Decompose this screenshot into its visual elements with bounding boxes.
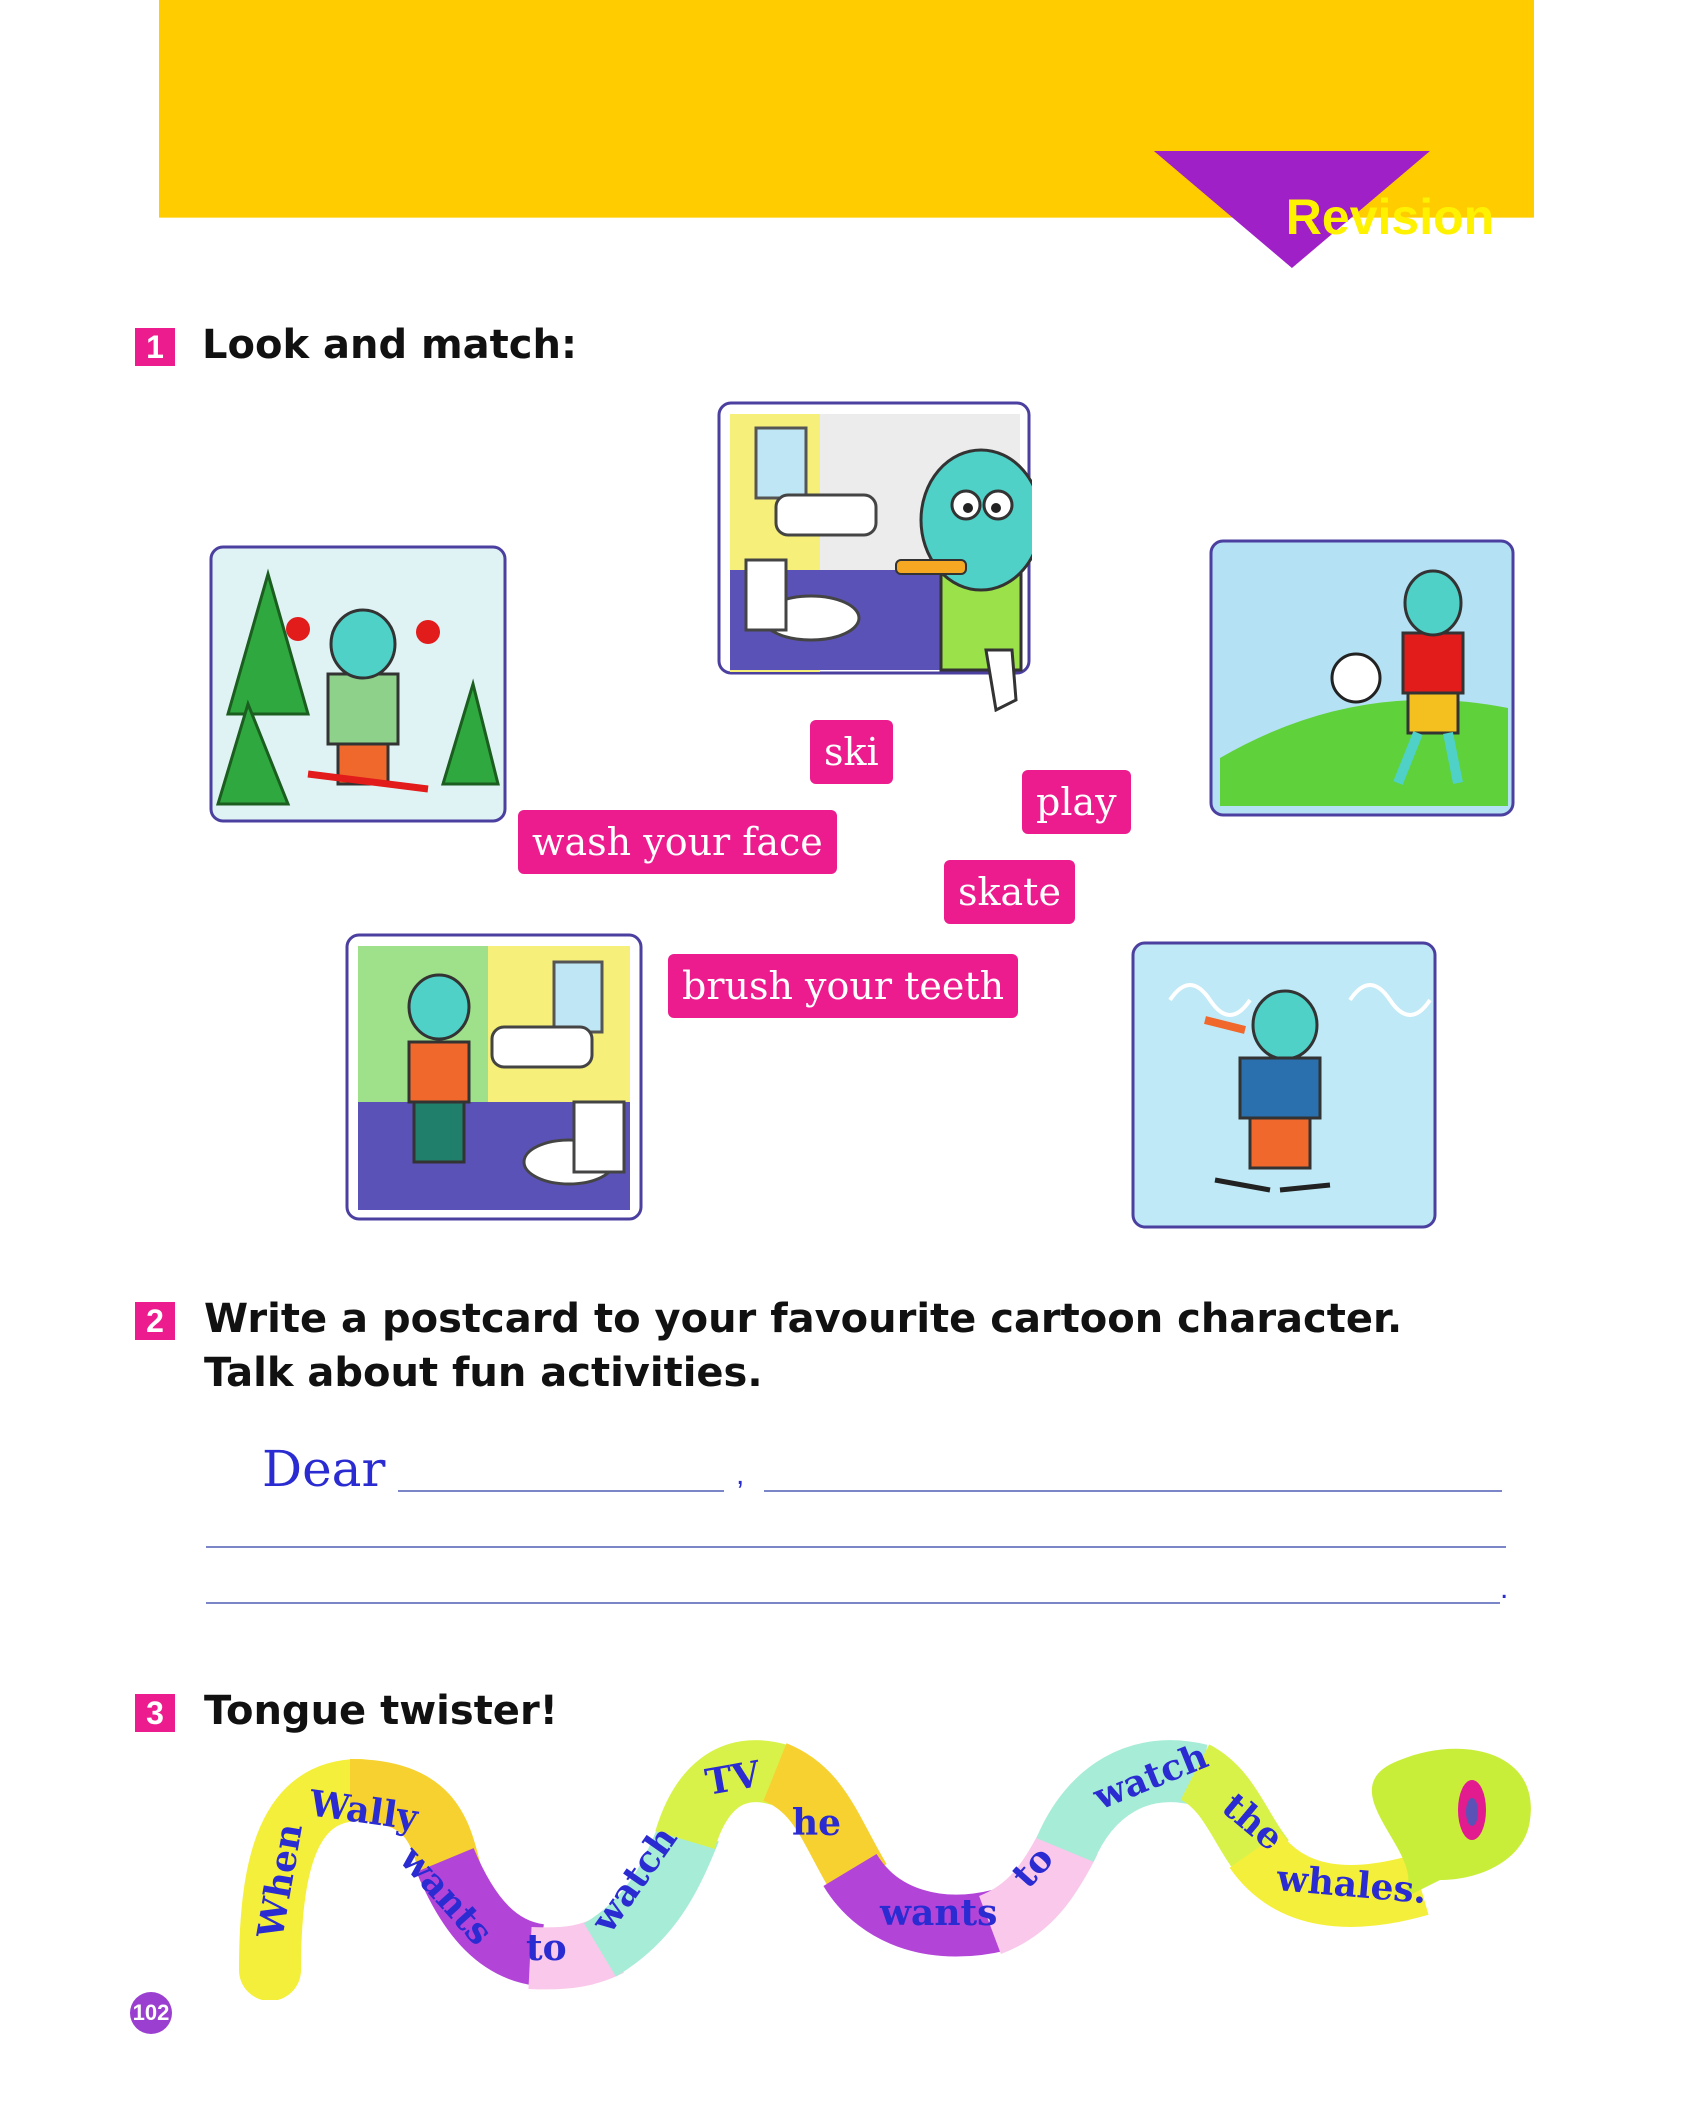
- twister-word: TV: [702, 1752, 764, 1804]
- twister-word: When: [249, 1820, 311, 1942]
- twister-word: to: [1003, 1837, 1062, 1897]
- exercise-number: 2: [135, 1302, 175, 1340]
- tongue-twister-snake: [0, 1700, 1693, 2000]
- postcard-greeting: Dear: [262, 1440, 386, 1498]
- word-tag-wash-your-face[interactable]: wash your face: [518, 810, 837, 874]
- exercise-number: 1: [135, 328, 175, 366]
- exercise-instruction: Look and match:: [202, 322, 577, 368]
- write-line[interactable]: [764, 1490, 1502, 1492]
- twister-word: he: [792, 1802, 842, 1844]
- twister-word: watch: [1087, 1734, 1214, 1819]
- write-line[interactable]: [206, 1546, 1506, 1548]
- picture-brushing-teeth: [716, 400, 1032, 712]
- word-tag-skate[interactable]: skate: [944, 860, 1075, 924]
- exercise-instruction: Talk about fun activities.: [204, 1350, 763, 1396]
- word-tag-ski[interactable]: ski: [810, 720, 893, 784]
- twister-word: the: [1214, 1784, 1292, 1860]
- twister-word: to: [526, 1927, 567, 1969]
- page-number: 102: [130, 1992, 172, 2034]
- word-tag-play[interactable]: play: [1022, 770, 1131, 834]
- picture-football: [1208, 538, 1516, 818]
- exercise-number: 3: [135, 1694, 175, 1732]
- postcard-period: .: [1500, 1572, 1509, 1605]
- exercise-instruction: Write a postcard to your favourite cartoon character.: [204, 1296, 1403, 1342]
- twister-word: watch: [582, 1818, 686, 1941]
- word-tag-brush-your-teeth[interactable]: brush your teeth: [668, 954, 1018, 1018]
- twister-word: wants: [880, 1892, 998, 1934]
- twister-word: whales.: [1275, 1857, 1429, 1913]
- picture-skiing: [208, 544, 508, 824]
- twister-word: wants: [391, 1837, 502, 1954]
- picture-skating: [1130, 940, 1438, 1230]
- write-line[interactable]: [206, 1602, 1500, 1604]
- twister-word: Wally: [306, 1782, 421, 1840]
- write-line-name[interactable]: [398, 1490, 724, 1492]
- postcard-comma: ,: [736, 1458, 745, 1491]
- picture-washing-face: [344, 932, 644, 1222]
- revision-banner-label: Revision: [1285, 189, 1495, 245]
- exercise-instruction: Tongue twister!: [204, 1688, 558, 1734]
